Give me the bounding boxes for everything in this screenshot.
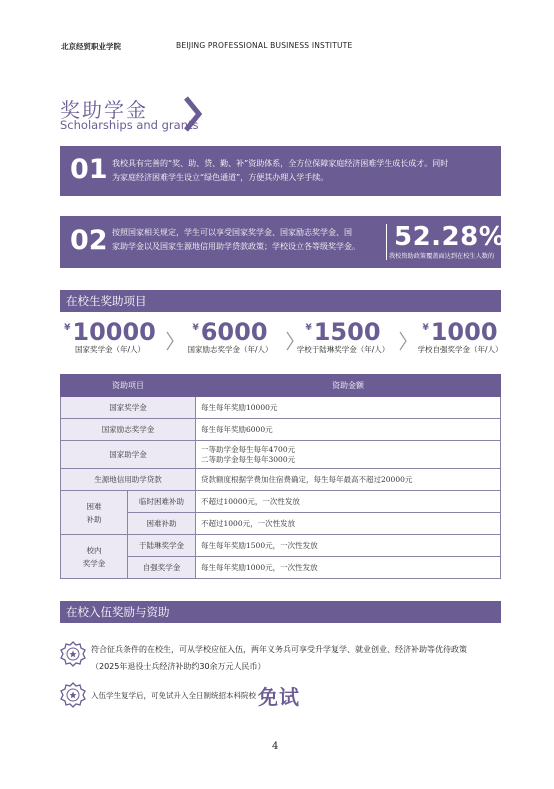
table-row: [61, 491, 501, 513]
coverage-percent: 52.28%: [394, 222, 506, 252]
amount-label: 国家励志奖学金（年/人）: [187, 345, 273, 354]
amount-ziqiang-scholarship: [410, 318, 510, 355]
amount-value: 10000: [72, 318, 156, 346]
table-cell-sub: 困难补助: [128, 513, 196, 535]
table-cell-name: 生源地信用助学贷款: [61, 469, 196, 491]
military-note-line: 符合征兵条件的在校生，可从学校应征入伍，两年义务兵可享受升学复学、就业创业、经济补助等优待政策: [91, 645, 467, 654]
table-row: [61, 397, 501, 419]
banner-number: 02: [70, 225, 108, 256]
table-cell-amount: 每生每年奖励1500元，一次性发放: [196, 535, 501, 557]
chevron-right-icon: [183, 96, 203, 132]
table-cell-amount: 不超过10000元，一次性发放: [196, 491, 501, 513]
military-note-line: （2025年退役士兵经济补助约30余万元人民币）: [91, 662, 266, 671]
chevron-right-icon: [398, 330, 408, 352]
amount-value: 1000: [430, 318, 498, 346]
aid-table: [60, 374, 501, 579]
table-cell-amount: 每生每年奖励10000元: [196, 397, 501, 419]
table-cell-amount: 一等助学金每生每年4700元: [201, 444, 296, 454]
badge-icon: [60, 641, 86, 669]
amount-value: 1500: [313, 318, 381, 346]
amount-value: 6000: [200, 318, 268, 346]
banner-text-line: 我校具有完善的“奖、助、贷、勤、补”资助体系，全方位保障家庭经济困难学生成长成才。同时: [112, 159, 449, 168]
table-cell-group: 困难 补助: [61, 491, 128, 535]
amount-label: 学校于陆琳奖学金（年/人）: [296, 345, 390, 354]
section-title-military: 在校入伍奖励与资助: [60, 601, 501, 623]
divider: [386, 224, 387, 260]
table-cell-name: 国家助学金: [61, 441, 196, 469]
page-subtitle: Scholarships and grants: [60, 118, 199, 132]
amount-label: 学校自强奖学金（年/人）: [417, 345, 503, 354]
table-cell-amount: 每生每年奖励6000元: [196, 419, 501, 441]
chevron-right-icon: [165, 330, 175, 352]
amount-national-inspiration: [175, 318, 285, 355]
table-row: [61, 535, 501, 557]
currency-symbol: ¥: [422, 323, 429, 333]
header-school-en: BEIJING PROFESSIONAL BUSINESS INSTITUTE: [176, 41, 353, 50]
table-cell-sub: 自强奖学金: [128, 557, 196, 579]
table-cell-amount: 二等助学金每生每年3000元: [201, 454, 296, 464]
table-header-item: 资助项目: [61, 375, 196, 397]
currency-symbol: ¥: [305, 323, 312, 333]
amount-label: 国家奖学金（年/人）: [74, 345, 146, 354]
banner-text-line: 家助学金以及国家生源地信用助学贷款政策；学校设立各等级奖学金。: [112, 242, 360, 251]
currency-symbol: ¥: [192, 323, 199, 333]
banner-text-line: 按照国家相关规定，学生可以享受国家奖学金、国家励志奖学金、国: [112, 228, 352, 237]
exempt-highlight: 免试: [258, 685, 300, 709]
table-header-amount: 资助金额: [196, 375, 501, 397]
military-note: [91, 641, 467, 675]
currency-symbol: ¥: [64, 323, 71, 333]
table-cell-sub: 临时困难补助: [128, 491, 196, 513]
header-school-cn: 北京经贸职业学院: [61, 42, 121, 51]
banner-text-line: 为家庭经济困难学生设立“绿色通道”，方便其办理入学手续。: [112, 173, 329, 182]
exempt-note: 入伍学生复学后，可免试升入全日制统招本科院校: [91, 691, 256, 700]
table-cell-group: 校内 奖学金: [61, 535, 128, 579]
table-cell-amount: 贷款额度根据学费加住宿费确定，每生每年最高不超过20000元: [196, 469, 501, 491]
table-row: [61, 469, 501, 491]
table-header-row: [61, 375, 501, 397]
intro-banner-2: [60, 216, 506, 268]
amount-national-scholarship: [60, 318, 160, 355]
table-row: [61, 441, 501, 469]
table-cell-amount: 不超过1000元，一次性发放: [196, 513, 501, 535]
page-title: 奖助学金: [60, 98, 148, 122]
table-cell-name: 国家励志奖学金: [61, 419, 196, 441]
page-number: 4: [272, 741, 279, 752]
table-cell-sub: 于陆琳奖学金: [128, 535, 196, 557]
table-row: [61, 419, 501, 441]
table-cell-amount: 每生每年奖励1000元，一次性发放: [196, 557, 501, 579]
banner-number: 01: [70, 154, 108, 185]
table-cell-name: 国家奖学金: [61, 397, 196, 419]
section-title-scholarships: 在校生奖助项目: [60, 290, 501, 312]
coverage-note: 我校资助政策覆盖面达到在校生人数的: [389, 253, 495, 260]
intro-banner-1: [60, 146, 501, 196]
badge-icon: [60, 682, 86, 710]
amount-yululin-scholarship: [293, 318, 393, 355]
